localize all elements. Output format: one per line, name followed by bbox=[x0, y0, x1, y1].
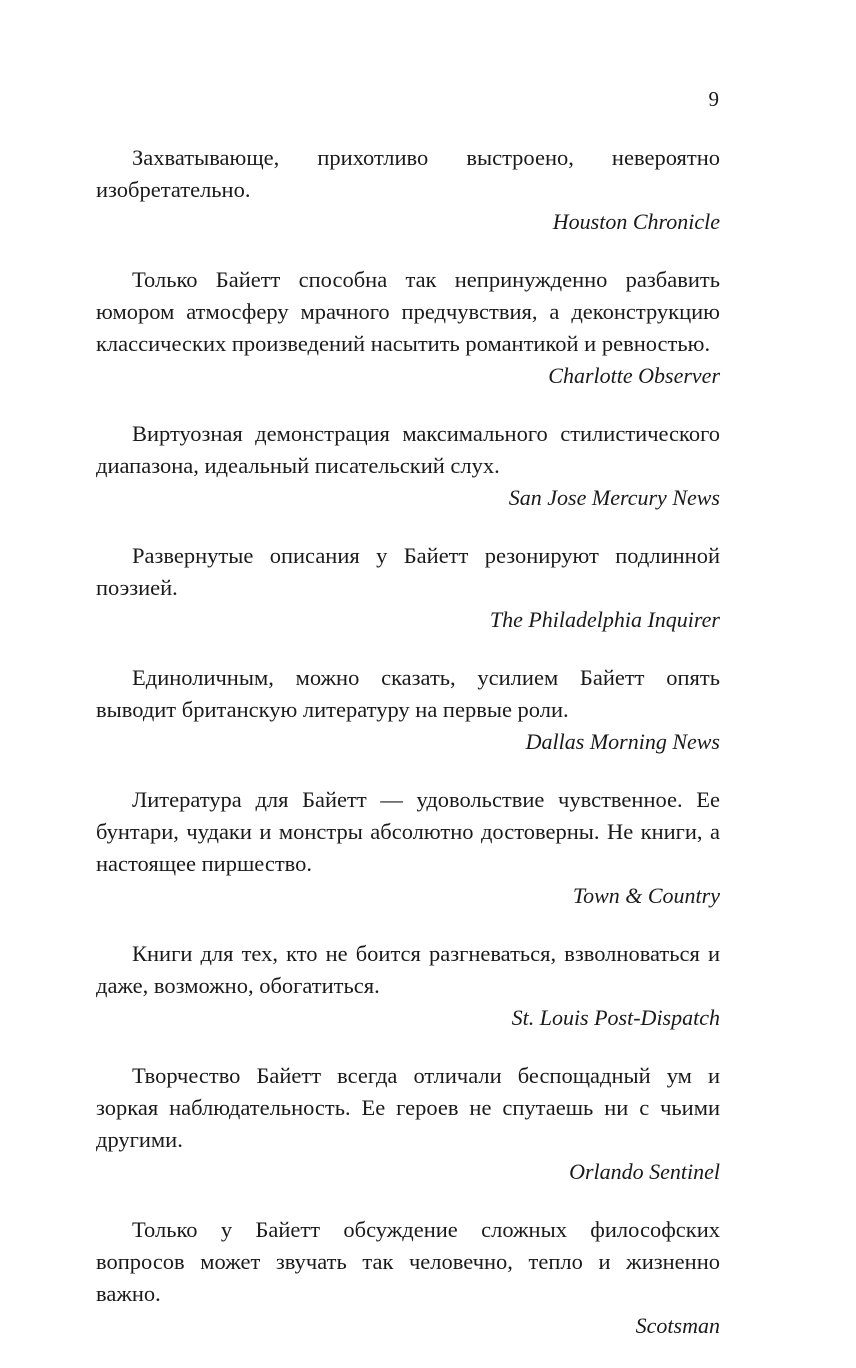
page-number: 9 bbox=[708, 87, 719, 111]
review-quote bbox=[96, 1060, 720, 1188]
quote-source: Orlando Sentinel bbox=[569, 1159, 720, 1184]
review-quote bbox=[96, 784, 720, 912]
review-quote bbox=[96, 1214, 720, 1342]
review-quotes-list bbox=[96, 142, 720, 1368]
quote-text: Только у Байетт обсуждение сложных философских вопросов может звучать так человечно, тепло и жизненно важно. bbox=[96, 1217, 720, 1306]
quote-source: San Jose Mercury News bbox=[508, 485, 720, 510]
quote-source: Houston Chronicle bbox=[552, 209, 720, 234]
quote-text: Только Байетт способна так непринужденно разбавить юмором атмосферу мрачного предчувствия, а деконструкцию классических произведений насытить романтикой и ревностью. bbox=[96, 267, 720, 356]
review-quote bbox=[96, 264, 720, 392]
quote-text: Виртуозная демонстрация максимального стилистического диапазона, идеальный писательский слух. bbox=[96, 421, 720, 478]
quote-text: Книги для тех, кто не боится разгневаться, взволноваться и даже, возможно, обогатиться. bbox=[96, 941, 720, 998]
review-quote bbox=[96, 418, 720, 514]
quote-source: Dallas Morning News bbox=[525, 729, 720, 754]
quote-source: Scotsman bbox=[635, 1313, 720, 1338]
quote-text: Захватывающе, прихотливо выстроено, невероятно изобретательно. bbox=[96, 145, 720, 202]
quote-source: St. Louis Post-Dispatch bbox=[511, 1005, 720, 1030]
quote-source: The Philadelphia Inquirer bbox=[489, 607, 720, 632]
review-quote bbox=[96, 142, 720, 238]
quote-text: Единоличным, можно сказать, усилием Байетт опять выводит британскую литературу на первые роли. bbox=[96, 665, 720, 722]
quote-source: Charlotte Observer bbox=[548, 363, 720, 388]
review-quote bbox=[96, 938, 720, 1034]
quote-text: Литература для Байетт — удовольствие чувственное. Ее бунтари, чудаки и монстры абсолютно достоверны. Не книги, а настоящее пиршество. bbox=[96, 787, 720, 876]
quote-source: Town & Country bbox=[572, 883, 720, 908]
review-quote bbox=[96, 662, 720, 758]
quote-text: Развернутые описания у Байетт резонируют подлинной поэзией. bbox=[96, 543, 720, 600]
quote-text: Творчество Байетт всегда отличали беспощадный ум и зоркая наблюдательность. Ее героев не спутаешь ни с чьими другими. bbox=[96, 1063, 720, 1152]
review-quote bbox=[96, 540, 720, 636]
